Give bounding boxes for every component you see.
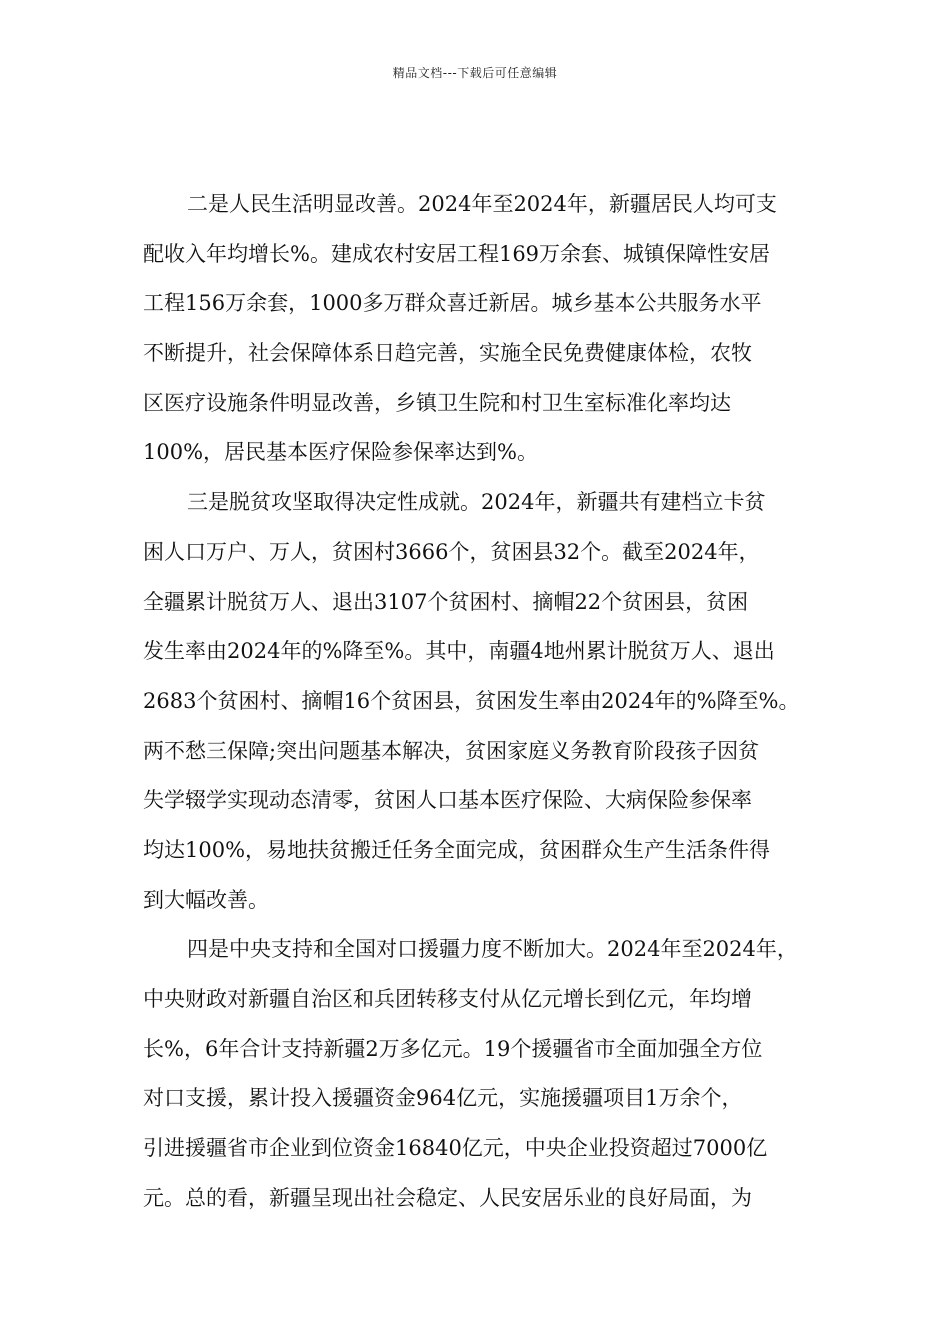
paragraph-line: 工程156万余套，1000多万群众喜迁新居。城乡基本公共服务水平 <box>143 291 762 316</box>
paragraph-line: 二是人民生活明显改善。2024年至2024年，新疆居民人均可支 <box>187 192 777 216</box>
paragraph-line: 全疆累计脱贫万人、退出3107个贫困村、摘帽22个贫困县，贫困 <box>143 589 749 614</box>
paragraph-line: 四是中央支持和全国对口援疆力度不断加大。2024年至2024年， <box>187 937 798 962</box>
paragraph-line: 引进援疆省市企业到位资金16840亿元，中央企业投资超过7000亿 <box>143 1136 768 1161</box>
paragraph-line: 到大幅改善。 <box>143 887 269 912</box>
paragraph-line: 中央财政对新疆自治区和兵团转移支付从亿元增长到亿元，年均增 <box>143 987 752 1011</box>
paragraph-line: 区医疗设施条件明显改善，乡镇卫生院和村卫生室标准化率均达 <box>143 390 731 415</box>
paragraph-line: 失学辍学实现动态清零，贫困人口基本医疗保险、大病保险参保率 <box>143 788 752 813</box>
paragraph-line: 对口支援，累计投入援疆资金964亿元，实施援疆项目1万余个， <box>143 1086 743 1111</box>
paragraph-line: 两不愁三保障;突出问题基本解决，贫困家庭义务教育阶段孩子因贫 <box>143 738 760 763</box>
paragraph-line: 长%，6年合计支持新疆2万多亿元。19个援疆省市全面加强全方位 <box>143 1036 763 1061</box>
paragraph-line: 配收入年均增长%。建成农村安居工程169万余套、城镇保障性安居 <box>143 241 771 266</box>
paragraph-line: 发生率由2024年的%降至%。其中，南疆4地州累计脱贫万人、退出 <box>143 639 775 664</box>
paragraph-line: 2683个贫困村、摘帽16个贫困县，贫困发生率由2024年的%降至%。 <box>143 688 800 713</box>
paragraph-line: 困人口万户、万人，贫困村3666个，贫困县32个。截至2024年， <box>143 539 760 564</box>
paragraph-line: 三是脱贫攻坚取得决定性成就。2024年，新疆共有建档立卡贫 <box>187 490 766 515</box>
paragraph-line: 100%，居民基本医疗保险参保率达到%。 <box>143 440 538 465</box>
paragraph-line: 不断提升，社会保障体系日趋完善，实施全民免费健康体检，农牧 <box>143 341 752 366</box>
paragraph-line: 元。总的看，新疆呈现出社会稳定、人民安居乐业的良好局面，为 <box>143 1185 752 1210</box>
document-body <box>143 180 815 1223</box>
paragraph-line: 均达100%，易地扶贫搬迁任务全面完成，贫困群众生产生活条件得 <box>143 837 771 862</box>
page-header: 精品文档---下载后可任意编辑 <box>392 66 558 80</box>
